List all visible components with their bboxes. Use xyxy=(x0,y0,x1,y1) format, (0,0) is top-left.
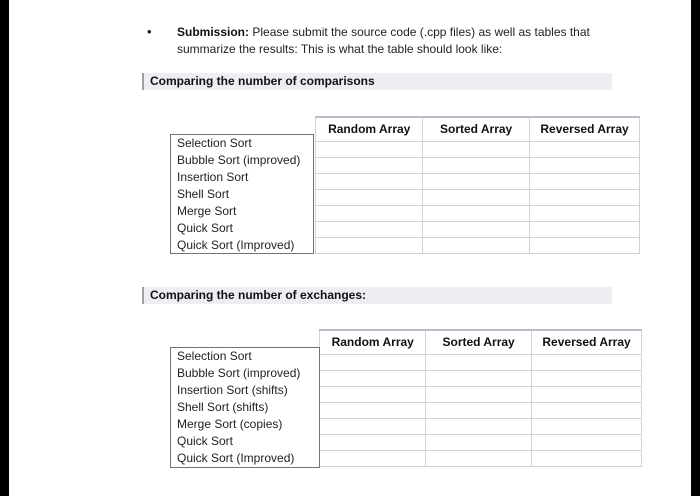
table-cell xyxy=(426,450,532,466)
table-cell xyxy=(320,354,426,370)
table-cell xyxy=(426,434,532,450)
table-cell xyxy=(532,370,642,386)
table-cell xyxy=(530,141,640,157)
table-cell xyxy=(423,237,530,253)
section-heading-exchanges: Comparing the number of exchanges: xyxy=(142,287,612,304)
row-label: Quick Sort (Improved) xyxy=(177,238,295,252)
submission-label: Submission: xyxy=(177,25,250,39)
table-cell xyxy=(320,370,426,386)
comparisons-row-labels xyxy=(170,134,314,254)
submission-paragraph xyxy=(177,24,597,58)
table-cell xyxy=(530,237,640,253)
row-label: Quick Sort xyxy=(177,434,234,448)
table-cell xyxy=(532,386,642,402)
exchanges-row-labels xyxy=(170,347,320,468)
table-cell xyxy=(423,141,530,157)
table-cell xyxy=(316,173,423,189)
table-cell xyxy=(530,189,640,205)
table-cell xyxy=(532,354,642,370)
table-cell xyxy=(530,157,640,173)
row-label: Insertion Sort xyxy=(177,170,249,184)
table-cell xyxy=(316,141,423,157)
row-label: Quick Sort xyxy=(177,221,234,235)
row-label: Merge Sort (copies) xyxy=(177,417,283,431)
table-cell xyxy=(426,402,532,418)
table-cell xyxy=(530,205,640,221)
row-label: Merge Sort xyxy=(177,204,237,218)
document-page xyxy=(9,0,691,496)
table-cell xyxy=(423,173,530,189)
table-cell xyxy=(316,205,423,221)
table-cell xyxy=(426,354,532,370)
table-cell xyxy=(426,418,532,434)
column-header: Sorted Array xyxy=(423,117,530,141)
table-cell xyxy=(423,157,530,173)
row-label: Bubble Sort (improved) xyxy=(177,366,301,380)
table-cell xyxy=(320,434,426,450)
section-heading-comparisons: Comparing the number of comparisons xyxy=(142,73,612,90)
table-cell xyxy=(320,450,426,466)
table-cell xyxy=(532,450,642,466)
table-cell xyxy=(532,418,642,434)
column-header: Random Array xyxy=(320,330,426,354)
row-label: Shell Sort xyxy=(177,187,230,201)
table-cell xyxy=(532,402,642,418)
table-cell xyxy=(530,173,640,189)
table-cell xyxy=(530,221,640,237)
column-header: Sorted Array xyxy=(426,330,532,354)
submission-text-line1: Please submit the source code (.cpp files) as well as tables that xyxy=(249,25,590,39)
row-label: Shell Sort (shifts) xyxy=(177,400,269,414)
table-cell xyxy=(532,434,642,450)
table-cell xyxy=(426,370,532,386)
table-cell xyxy=(316,221,423,237)
table-cell xyxy=(316,157,423,173)
table-cell xyxy=(316,189,423,205)
table-cell xyxy=(423,221,530,237)
column-header: Reversed Array xyxy=(532,330,642,354)
table-cell xyxy=(320,418,426,434)
table-cell xyxy=(423,205,530,221)
row-label: Bubble Sort (improved) xyxy=(177,153,301,167)
bullet-dot-icon: • xyxy=(147,24,152,39)
table-cell xyxy=(423,189,530,205)
column-header: Random Array xyxy=(316,117,423,141)
table-cell xyxy=(316,237,423,253)
row-label: Selection Sort xyxy=(177,136,252,150)
row-label: Quick Sort (Improved) xyxy=(177,451,295,465)
column-header: Reversed Array xyxy=(530,117,640,141)
row-label: Insertion Sort (shifts) xyxy=(177,383,288,397)
table-cell xyxy=(320,402,426,418)
table-cell xyxy=(320,386,426,402)
row-label: Selection Sort xyxy=(177,349,252,363)
submission-text-line2: summarize the results: This is what the table should look like: xyxy=(177,42,503,56)
table-cell xyxy=(426,386,532,402)
